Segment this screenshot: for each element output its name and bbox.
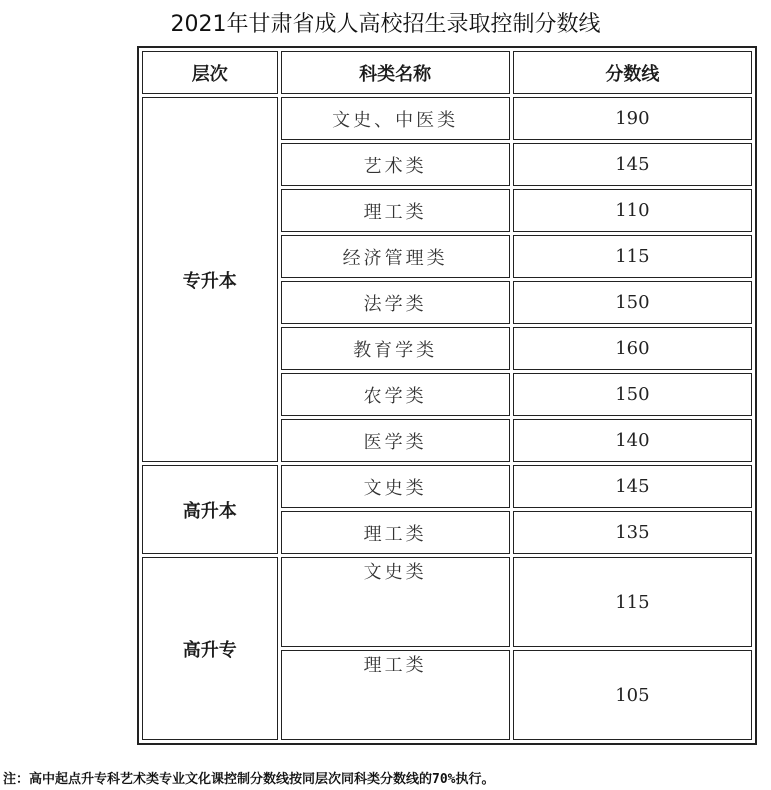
table-header-row (142, 51, 752, 94)
score-cell: 115 (513, 235, 752, 278)
category-cell: 医学类 (281, 419, 510, 462)
level-cell: 高升本 (142, 465, 278, 554)
level-cell: 专升本 (142, 97, 278, 462)
table-row (142, 465, 752, 508)
table-row (142, 97, 752, 140)
category-cell: 文史类 (281, 557, 510, 647)
score-cell: 160 (513, 327, 752, 370)
level-cell: 高升专 (142, 557, 278, 740)
score-cell: 105 (513, 650, 752, 740)
header-category: 科类名称 (281, 51, 510, 94)
category-cell: 理工类 (281, 511, 510, 554)
score-cell: 115 (513, 557, 752, 647)
score-cell: 190 (513, 97, 752, 140)
footnote: 注：高中起点升专科艺术类专业文化课控制分数线按同层次同科类分数线的70%执行。 (3, 772, 495, 787)
category-cell: 经济管理类 (281, 235, 510, 278)
category-cell: 理工类 (281, 189, 510, 232)
category-cell: 农学类 (281, 373, 510, 416)
score-cell: 110 (513, 189, 752, 232)
header-level: 层次 (142, 51, 278, 94)
score-cell: 145 (513, 465, 752, 508)
table-row (142, 557, 752, 647)
header-score: 分数线 (513, 51, 752, 94)
category-cell: 文史类 (281, 465, 510, 508)
page-title: 2021年甘肃省成人高校招生录取控制分数线 (170, 12, 601, 37)
category-cell: 教育学类 (281, 327, 510, 370)
category-cell: 艺术类 (281, 143, 510, 186)
category-cell: 文史、中医类 (281, 97, 510, 140)
category-cell: 法学类 (281, 281, 510, 324)
category-cell: 理工类 (281, 650, 510, 740)
score-cell: 135 (513, 511, 752, 554)
score-cell: 150 (513, 281, 752, 324)
score-cell: 150 (513, 373, 752, 416)
score-cell: 145 (513, 143, 752, 186)
score-cell: 140 (513, 419, 752, 462)
score-table (137, 46, 757, 745)
